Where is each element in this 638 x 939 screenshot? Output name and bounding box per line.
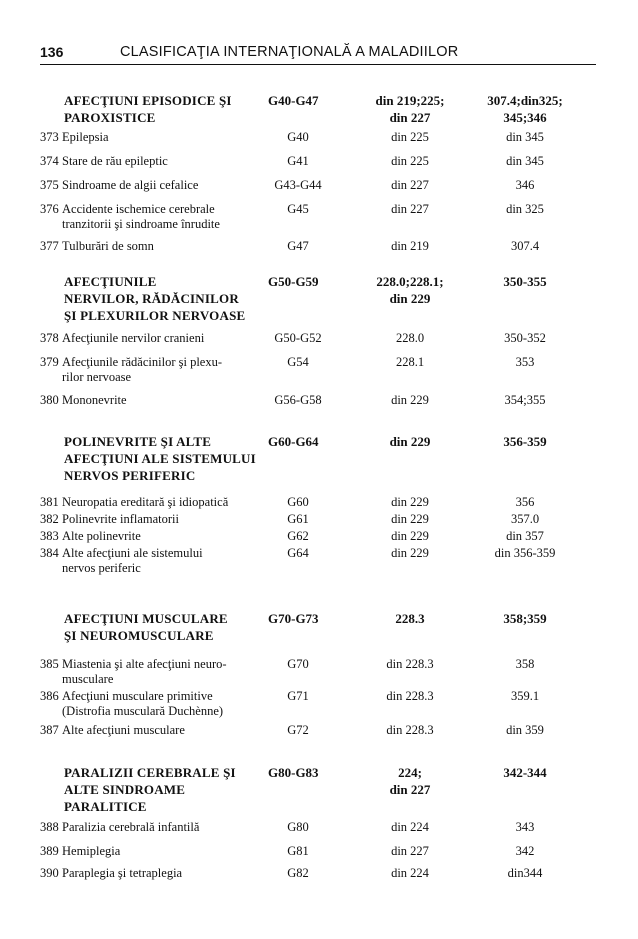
row-name: Afecţiunile nervilor cranieni [62, 331, 205, 345]
row-name: Afecţiuni musculare primitive (Distrofia musculară Duchènne) [62, 689, 224, 718]
row-code: G47 [287, 239, 309, 253]
row-icd9: din 227 [391, 844, 429, 858]
row-icd10: 356 [515, 495, 535, 509]
row-name: Alte polinevrite [62, 529, 141, 543]
section-icd9: din 229 [389, 434, 431, 449]
row-number: 381 [40, 495, 59, 509]
row-name: Paralizia cerebrală infantilă [62, 820, 200, 834]
section-codes: G70-G73 [268, 611, 319, 626]
row-code: G81 [287, 844, 309, 858]
row-number: 374 [40, 154, 59, 168]
row-icd9: din 229 [391, 393, 429, 407]
row-code: G60 [287, 495, 309, 509]
section-icd10: 350-355 [503, 274, 547, 289]
row-name: Hemiplegia [62, 844, 121, 858]
row-icd9: din 229 [391, 495, 429, 509]
row-code: G82 [287, 866, 309, 880]
row-icd10: 307.4 [510, 239, 540, 253]
row-icd10: din344 [507, 866, 543, 880]
row-icd9: din 227 [391, 202, 429, 216]
row-code: G43-G44 [274, 178, 322, 192]
row-code: G56-G58 [274, 393, 322, 407]
row-icd9: din 225 [391, 154, 429, 168]
row-name: Mononevrite [62, 393, 127, 407]
row-icd9: din 229 [391, 546, 429, 560]
row-code: G54 [287, 355, 309, 369]
row-name: Alte afecţiuni musculare [62, 723, 185, 737]
row-icd9: din 228.3 [386, 657, 434, 671]
row-code: G62 [287, 529, 309, 543]
row-name: Neuropatia ereditară şi idiopatică [62, 495, 229, 509]
section-icd10: 356-359 [503, 434, 547, 449]
running-title: CLASIFICAŢIA INTERNAŢIONALĂ A MALADIILOR [120, 44, 459, 60]
row-number: 385 [40, 657, 59, 671]
section-icd9: 224; din 227 [389, 765, 431, 797]
row-icd10: 343 [515, 820, 535, 834]
row-name: Epilepsia [62, 130, 109, 144]
row-code: G72 [287, 723, 309, 737]
row-icd10: 353 [515, 355, 535, 369]
row-number: 387 [40, 723, 59, 737]
section-title: POLINEVRITE ŞI ALTE AFECŢIUNI ALE SISTEMULUI NERVOS PERIFERIC [64, 434, 256, 483]
section-icd9: 228.0;228.1; din 229 [376, 274, 444, 306]
row-icd9: din 229 [391, 512, 429, 526]
page-number: 136 [40, 44, 64, 60]
row-icd9: 228.1 [395, 355, 425, 369]
row-number: 388 [40, 820, 59, 834]
row-code: G41 [287, 154, 309, 168]
row-number: 386 [40, 689, 59, 703]
row-number: 376 [40, 202, 59, 216]
row-icd10: din 325 [506, 202, 544, 216]
row-icd9: din 228.3 [386, 689, 434, 703]
row-number: 390 [40, 866, 59, 880]
row-icd10: 357.0 [510, 512, 540, 526]
section-icd10: 307.4;din325; 345;346 [487, 93, 563, 125]
section-icd10: 342-344 [503, 765, 547, 780]
row-icd10: 354;355 [504, 393, 546, 407]
section-title: PARALIZII CEREBRALE ŞI ALTE SINDROAME PARALITICE [64, 765, 236, 814]
row-icd9: din 227 [391, 178, 429, 192]
row-number: 380 [40, 393, 59, 407]
row-icd9: din 224 [391, 820, 429, 834]
section-codes: G50-G59 [268, 274, 319, 289]
section-icd9: din 219;225; din 227 [375, 93, 445, 125]
row-code: G61 [287, 512, 309, 526]
row-icd10: 359.1 [510, 689, 540, 703]
row-name: Paraplegia şi tetraplegia [62, 866, 183, 880]
row-icd10: 346 [515, 178, 535, 192]
row-name: Sindroame de algii cefalice [62, 178, 199, 192]
row-icd10: din 345 [506, 130, 544, 144]
row-icd9: din 219 [391, 239, 429, 253]
row-code: G71 [287, 689, 309, 703]
row-number: 382 [40, 512, 59, 526]
row-number: 383 [40, 529, 59, 543]
row-icd9: din 224 [391, 866, 429, 880]
row-icd10: 342 [515, 844, 535, 858]
row-name: Miastenia şi alte afecţiuni neuro- musculare [62, 657, 227, 686]
row-icd10: din 345 [506, 154, 544, 168]
row-name: Tulburări de somn [62, 239, 154, 253]
page-header [40, 44, 596, 65]
row-number: 375 [40, 178, 59, 192]
row-icd10: din 359 [506, 723, 544, 737]
row-name: Afecţiunile rădăcinilor şi plexu- rilor nervoase [62, 355, 223, 384]
row-code: G80 [287, 820, 309, 834]
row-number: 373 [40, 130, 59, 144]
row-name: Accidente ischemice cerebrale tranzitorii şi sindroame înrudite [62, 202, 220, 231]
row-icd10: 358 [515, 657, 535, 671]
row-icd9: din 228.3 [386, 723, 434, 737]
row-number: 389 [40, 844, 59, 858]
section-icd10: 358;359 [503, 611, 547, 626]
row-icd9: 228.0 [395, 331, 425, 345]
row-icd10: din 357 [506, 529, 544, 543]
section-title: AFECŢIUNILE NERVILOR, RĂDĂCINILOR ŞI PLEXURILOR NERVOASE [64, 274, 246, 323]
row-code: G40 [287, 130, 309, 144]
row-number: 377 [40, 239, 59, 253]
row-icd10: 350-352 [504, 331, 546, 345]
row-icd9: din 229 [391, 529, 429, 543]
row-code: G45 [287, 202, 309, 216]
row-name: Stare de rău epileptic [62, 154, 168, 168]
section-icd9: 228.3 [395, 611, 425, 626]
section-title: AFECŢIUNI EPISODICE ŞI PAROXISTICE [64, 93, 232, 125]
section-codes: G40-G47 [268, 93, 319, 108]
row-icd9: din 225 [391, 130, 429, 144]
section-codes: G80-G83 [268, 765, 319, 780]
row-icd10: din 356-359 [494, 546, 556, 560]
row-number: 378 [40, 331, 59, 345]
section-title: AFECŢIUNI MUSCULARE ŞI NEUROMUSCULARE [64, 611, 228, 643]
row-code: G70 [287, 657, 309, 671]
section-codes: G60-G64 [268, 434, 319, 449]
row-number: 379 [40, 355, 59, 369]
row-code: G50-G52 [274, 331, 322, 345]
row-number: 384 [40, 546, 59, 560]
row-name: Polinevrite inflamatorii [62, 512, 179, 526]
row-name: Alte afecţiuni ale sistemului nervos periferic [62, 546, 203, 575]
row-code: G64 [287, 546, 309, 560]
